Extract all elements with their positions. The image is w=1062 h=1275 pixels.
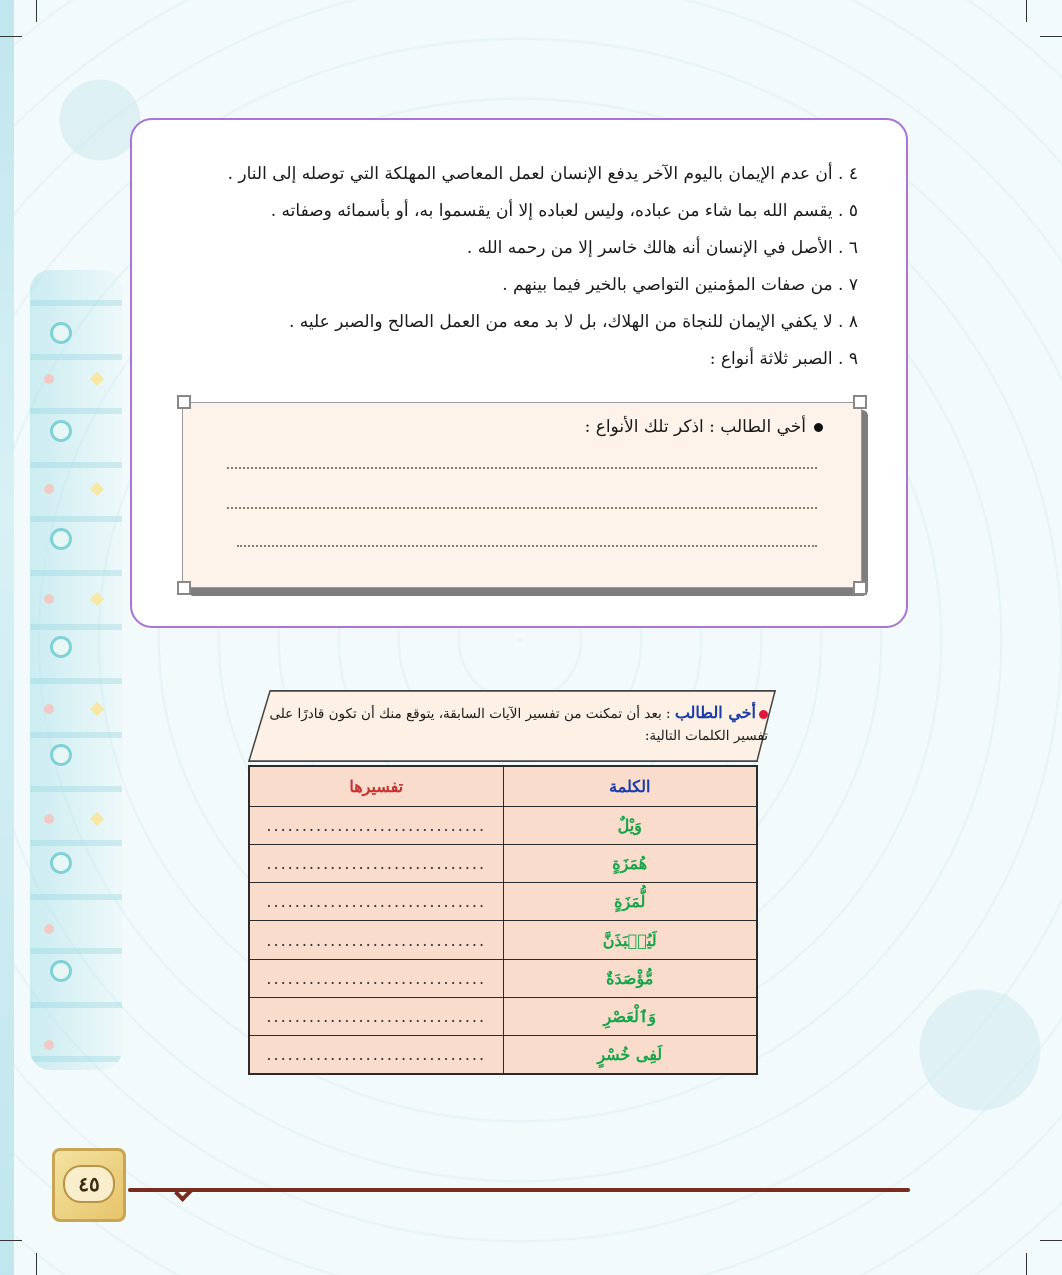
lesson-point: ٥ . يقسم الله بما شاء من عباده، وليس لعباده إلا أن يقسموا به، أو بأسمائه وصفاته . (270, 201, 858, 221)
vocab-word: مُّؤْصَدَةٌ (503, 959, 757, 997)
table-row (249, 1036, 757, 1074)
activity-prompt-text: أخي الطالب : اذكر تلك الأنواع : (584, 417, 806, 437)
frame-corner-icon (853, 395, 867, 409)
column-header-word: الكلمة (503, 766, 757, 806)
ornament-ring-icon (50, 636, 72, 658)
table-row (249, 844, 757, 882)
banner-title: أخي الطالب (674, 703, 756, 722)
ornament-dot-icon (44, 924, 54, 934)
frame-corner-icon (177, 395, 191, 409)
left-color-strip (0, 0, 14, 1275)
crop-mark (1040, 36, 1062, 37)
banner-text (268, 702, 768, 747)
frame-corner-icon (853, 581, 867, 595)
meaning-blank[interactable]: ............................... (249, 959, 503, 997)
lesson-point: ٨ . لا يكفي الإيمان للنجاة من الهلاك، بل لا بد معه من العمل الصالح والصبر عليه . (288, 312, 858, 332)
red-bullet-icon (759, 710, 768, 719)
ornament-dot-icon (44, 814, 54, 824)
ornament-ring-icon (50, 420, 72, 442)
answer-line[interactable] (227, 507, 817, 509)
vocab-word: وَٱلْعَصْرِ (503, 997, 757, 1035)
side-ornament (30, 270, 122, 1070)
bullet-icon (814, 423, 823, 432)
ornament-ring-icon (50, 322, 72, 344)
crop-mark (36, 0, 37, 22)
vocab-word: لَفِى خُسْرٍ (503, 1036, 757, 1074)
page-number-badge (52, 1148, 126, 1222)
vocab-word: لَيُنۢبَذَنَّ (503, 921, 757, 959)
meaning-blank[interactable]: ............................... (249, 1036, 503, 1074)
crop-mark (0, 1240, 22, 1241)
ornament-ring-icon (50, 852, 72, 874)
table-row (249, 959, 757, 997)
table-row (249, 883, 757, 921)
meaning-blank[interactable]: ............................... (249, 921, 503, 959)
lesson-point: ٧ . من صفات المؤمنين التواصي بالخير فيما بينهم . (502, 275, 858, 295)
meaning-blank[interactable]: ............................... (249, 997, 503, 1035)
activity-prompt (585, 417, 823, 437)
ornament-ring-icon (50, 960, 72, 982)
crop-mark (0, 36, 22, 37)
crop-mark (36, 1253, 37, 1275)
vocab-word: وَيْلٌ (503, 806, 757, 844)
activity-frame (182, 402, 862, 588)
table-row (249, 997, 757, 1035)
meaning-blank[interactable]: ............................... (249, 844, 503, 882)
crop-mark (1026, 1253, 1027, 1275)
table-header-row (249, 766, 757, 806)
ornament-ring-icon (50, 744, 72, 766)
lessons-box (130, 118, 908, 628)
frame-corner-icon (177, 581, 191, 595)
lessons-list (178, 156, 858, 378)
ornament-dot-icon (44, 704, 54, 714)
ornament-dot-icon (44, 594, 54, 604)
ornament-ring-icon (50, 528, 72, 550)
lesson-point: ٩ . الصبر ثلاثة أنواع : (709, 349, 858, 369)
answer-line[interactable] (227, 467, 817, 469)
lesson-point: ٤ . أن عدم الإيمان باليوم الآخر يدفع الإنسان لعمل المعاصي المهلكة التي توصله إلى النار . (227, 164, 858, 184)
vocab-word: هُمَزَةٍ (503, 844, 757, 882)
ornament-dot-icon (44, 484, 54, 494)
ornament-dot-icon (44, 1040, 54, 1050)
vocab-word: لُّمَزَةٍ (503, 883, 757, 921)
column-header-meaning: تفسيرها (249, 766, 503, 806)
table-row (249, 921, 757, 959)
lesson-point: ٦ . الأصل في الإنسان أنه هالك خاسر إلا من رحمه الله . (466, 238, 858, 258)
footer-divider (128, 1188, 910, 1192)
ornament-dot-icon (44, 374, 54, 384)
table-row (249, 806, 757, 844)
meaning-blank[interactable]: ............................... (249, 883, 503, 921)
crop-mark (1026, 0, 1027, 22)
vocab-table (248, 765, 758, 1075)
page-number: ٤٥ (63, 1165, 115, 1203)
banner-body: : بعد أن تمكنت من تفسير الآيات السابقة، يتوقع منك أن تكون قادرًا على تفسير الكلمات التالية: (269, 706, 768, 744)
answer-line[interactable] (237, 545, 817, 547)
crop-mark (1040, 1240, 1062, 1241)
meaning-blank[interactable]: ............................... (249, 806, 503, 844)
